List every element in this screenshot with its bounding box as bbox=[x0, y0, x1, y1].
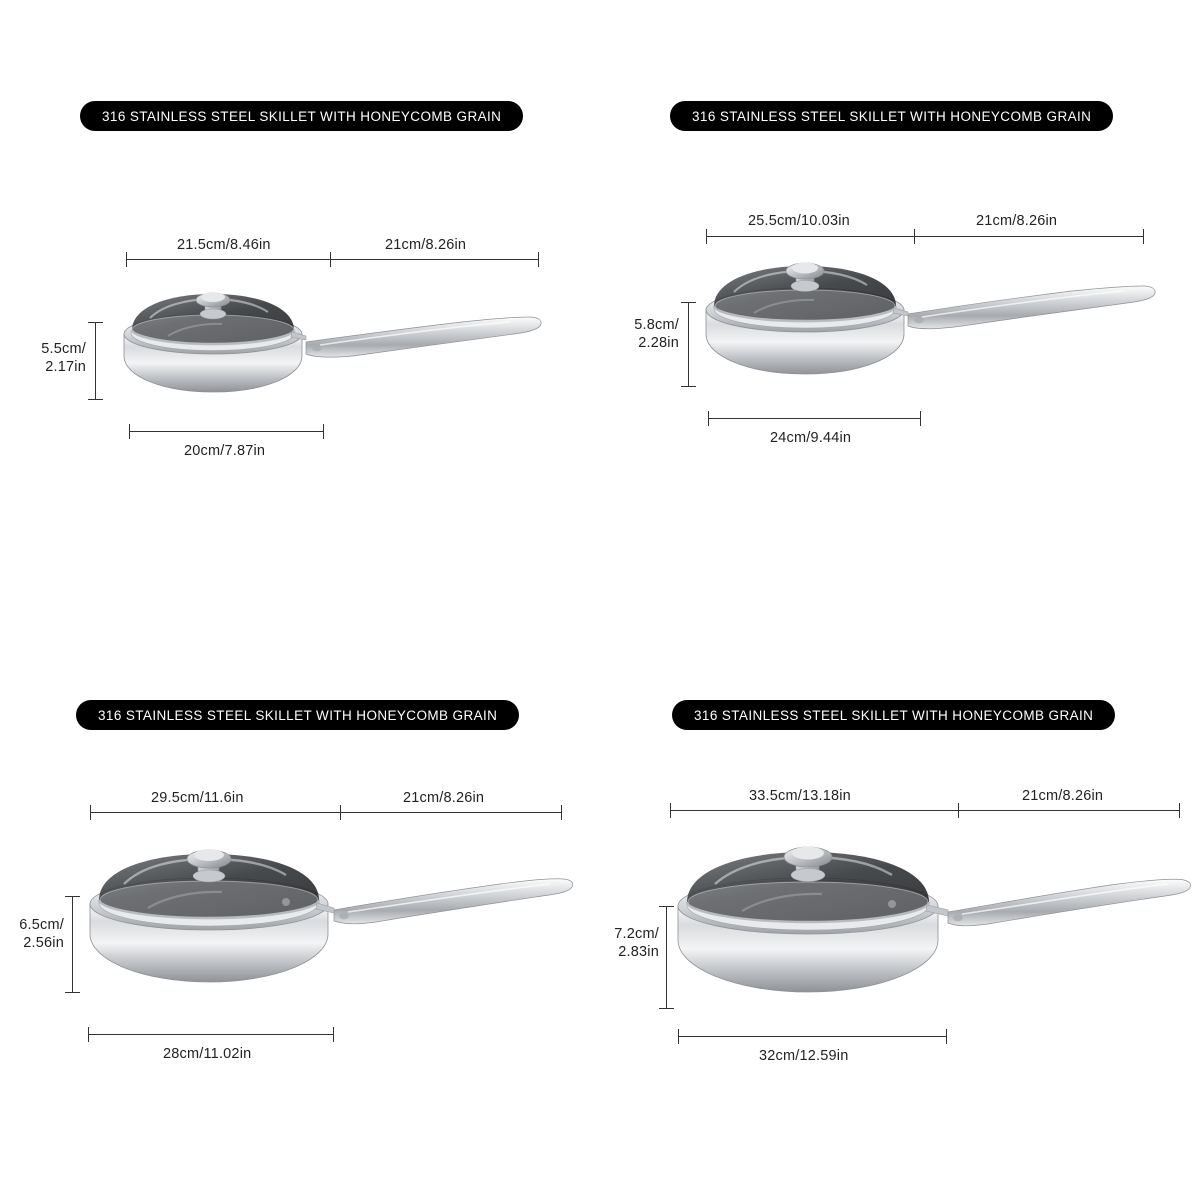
dimension-tick bbox=[538, 252, 539, 267]
lid-width-dimension-line bbox=[706, 236, 914, 237]
lid-width-dimension-line bbox=[126, 259, 330, 260]
base-width-dimension-line bbox=[129, 431, 323, 432]
pan-illustration bbox=[690, 244, 1160, 399]
height-label-in: 2.56in bbox=[23, 935, 64, 952]
dimension-tick bbox=[90, 805, 91, 820]
product-badge-label: 316 STAINLESS STEEL SKILLET WITH HONEYCOMB GRAIN bbox=[98, 707, 498, 723]
dimension-tick bbox=[920, 411, 921, 426]
base-width-label: 32cm/12.59in bbox=[759, 1048, 849, 1064]
height-label-in: 2.28in bbox=[638, 335, 679, 352]
pan-illustration bbox=[660, 822, 1190, 1022]
height-label-in: 2.83in bbox=[618, 944, 659, 961]
product-panel-2 bbox=[600, 0, 1200, 600]
height-label-cm: 5.8cm/ bbox=[634, 317, 679, 333]
dimension-tick bbox=[670, 803, 671, 818]
product-panel-1 bbox=[0, 0, 600, 600]
height-label bbox=[0, 916, 64, 952]
height-label-in: 2.17in bbox=[45, 359, 86, 376]
height-dimension-line bbox=[95, 322, 96, 399]
dimension-tick bbox=[126, 252, 127, 267]
base-width-dimension-line bbox=[708, 418, 920, 419]
product-badge-label: 316 STAINLESS STEEL SKILLET WITH HONEYCOMB GRAIN bbox=[692, 108, 1092, 124]
base-width-label: 28cm/11.02in bbox=[163, 1046, 252, 1062]
dimension-tick bbox=[88, 399, 103, 400]
height-dimension-line bbox=[688, 302, 689, 386]
base-width-label: 20cm/7.87in bbox=[184, 443, 266, 459]
product-badge bbox=[672, 700, 1115, 730]
lid-width-dimension-line bbox=[670, 810, 958, 811]
product-badge bbox=[76, 700, 519, 730]
dimension-tick bbox=[88, 1027, 89, 1042]
dimension-tick bbox=[333, 1027, 334, 1042]
dimension-tick bbox=[708, 411, 709, 426]
dimension-tick bbox=[561, 805, 562, 820]
dimension-tick bbox=[88, 322, 103, 323]
lid-width-label: 21.5cm/8.46in bbox=[177, 237, 271, 253]
base-width-label: 24cm/9.44in bbox=[770, 430, 852, 446]
dimension-tick bbox=[706, 229, 707, 244]
pan-illustration bbox=[72, 824, 572, 1009]
dimension-tick bbox=[1143, 229, 1144, 244]
dimension-tick bbox=[129, 424, 130, 439]
product-panel-3 bbox=[0, 600, 600, 1200]
dimension-tick bbox=[1179, 803, 1180, 818]
dimension-tick bbox=[323, 424, 324, 439]
lid-width-label: 33.5cm/13.18in bbox=[749, 788, 851, 804]
handle-length-label: 21cm/8.26in bbox=[403, 790, 485, 806]
handle-length-label: 21cm/8.26in bbox=[385, 237, 467, 253]
height-label-cm: 6.5cm/ bbox=[19, 917, 64, 933]
lid-width-dimension-line bbox=[90, 812, 340, 813]
height-label bbox=[10, 340, 86, 376]
handle-length-dimension-line bbox=[958, 810, 1180, 811]
handle-length-label: 21cm/8.26in bbox=[1022, 788, 1104, 804]
dimension-tick bbox=[678, 1029, 679, 1044]
lid-width-label: 29.5cm/11.6in bbox=[151, 790, 244, 806]
dimension-tick bbox=[946, 1029, 947, 1044]
product-badge-label: 316 STAINLESS STEEL SKILLET WITH HONEYCOMB GRAIN bbox=[694, 707, 1094, 723]
height-label-cm: 5.5cm/ bbox=[41, 341, 86, 357]
height-label bbox=[603, 316, 679, 352]
handle-length-dimension-line bbox=[914, 236, 1144, 237]
height-label bbox=[583, 925, 659, 961]
handle-length-label: 21cm/8.26in bbox=[976, 213, 1058, 229]
base-width-dimension-line bbox=[88, 1034, 333, 1035]
height-label-cm: 7.2cm/ bbox=[614, 926, 659, 942]
product-badge bbox=[80, 101, 523, 131]
product-badge-label: 316 STAINLESS STEEL SKILLET WITH HONEYCOMB GRAIN bbox=[102, 108, 502, 124]
handle-length-dimension-line bbox=[340, 812, 562, 813]
pan-illustration bbox=[110, 270, 550, 415]
product-panel-4 bbox=[600, 600, 1200, 1200]
handle-length-dimension-line bbox=[330, 259, 539, 260]
base-width-dimension-line bbox=[678, 1036, 946, 1037]
lid-width-label: 25.5cm/10.03in bbox=[748, 213, 850, 229]
product-badge bbox=[670, 101, 1113, 131]
